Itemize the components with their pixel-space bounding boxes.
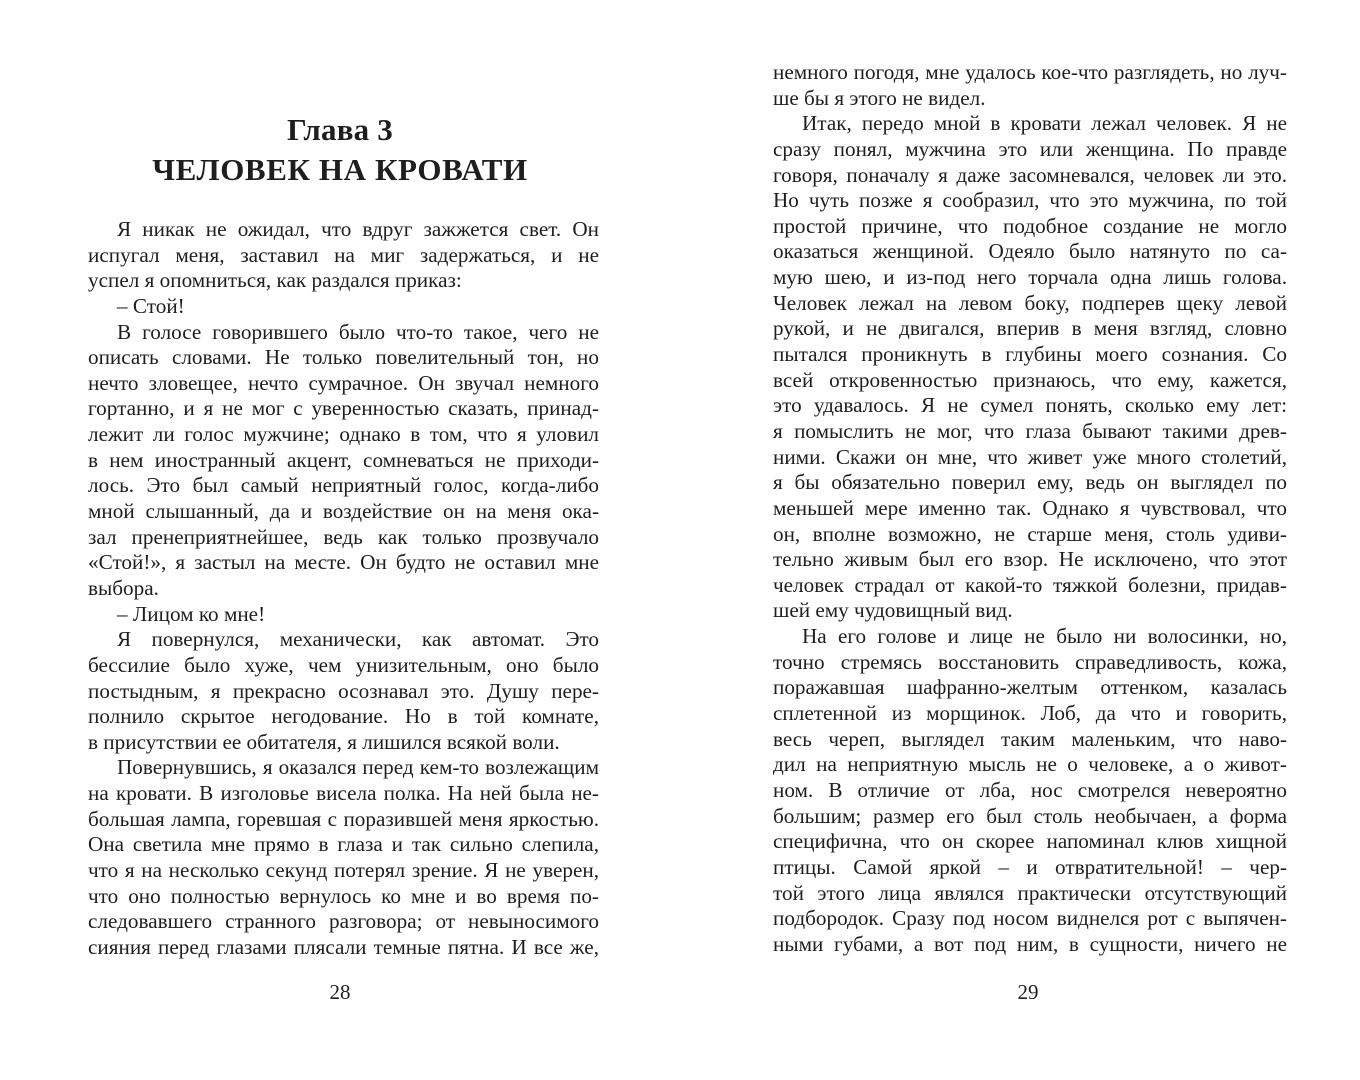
- text-line: Повернувшись, я оказался перед кем-то возлежащим: [117, 755, 599, 780]
- text-line: весь череп, выглядел таким маленьким, что наво-: [773, 726, 1287, 751]
- text-line: Итак, передо мной в кровати лежал человек. Я не: [802, 111, 1287, 136]
- text-line: сразу понял, мужчина это или женщина. По правде: [773, 136, 1287, 161]
- text-line: человек страдал от какой-то тяжкой болезни, придав-: [773, 572, 1287, 597]
- text-line: тельно живым был его взор. Не исключено, что этот: [773, 547, 1287, 572]
- text-line: я бы обязательно поверил ему, ведь он выглядел по: [773, 470, 1287, 495]
- text-line: простой причине, что подобное создание не могло: [773, 213, 1287, 238]
- text-line: мую шею, и из-под него торчала одна лишь голова.: [773, 265, 1287, 290]
- right-page: [680, 0, 1360, 1080]
- text-line: в нем иностранный акцент, сомневаться не приходи-: [88, 447, 599, 472]
- text-line: дил на неприятную мысль не о человеке, а о живот-: [773, 752, 1287, 777]
- text-line: птицы. Самой яркой – и отвратительной! – чер-: [773, 854, 1287, 879]
- text-line: зал пренеприятнейшее, ведь как только прозвучало: [88, 524, 599, 549]
- text-line: точно стремясь восстановить справедливость, кожа,: [773, 649, 1287, 674]
- text-line: Она светила мне прямо в глаза и так сильно слепила,: [88, 832, 599, 857]
- text-line: В голосе говорившего было что-то такое, чего не: [117, 319, 599, 344]
- text-line: Но чуть позже я сообразил, что это мужчина, по той: [773, 188, 1287, 213]
- text-line: рукой, и не двигался, вперив в меня взгляд, словно: [773, 316, 1287, 341]
- page-number-left: 28: [329, 980, 351, 1004]
- text-line: что я на несколько секунд потерял зрение. Я не уверен,: [88, 858, 599, 883]
- text-line: той этого лица являлся практически отсутствующий: [773, 880, 1287, 905]
- text-line: бессилие было хуже, чем унизительным, оно было: [88, 652, 599, 677]
- text-line: «Стой!», я застыл на месте. Он будто не оставил мне: [88, 550, 599, 575]
- text-line: сияния перед глазами плясали темные пятна. И все же,: [88, 934, 599, 959]
- text-line: – Стой!: [117, 293, 185, 318]
- text-line: говоря, поначалу я даже засомневался, человек ли это.: [773, 162, 1287, 187]
- text-line: ном. В отличие от лба, нос смотрелся невероятно: [773, 777, 1287, 802]
- text-line: большая лампа, горевшая с поразившей меня яркостью.: [88, 806, 599, 831]
- text-line: полнило скрытое негодование. Но в той комнате,: [88, 704, 599, 729]
- text-line: большим; размер его был столь необычаен, а форма: [773, 803, 1287, 828]
- text-line: описать словами. Не только повелительный тон, но: [88, 345, 599, 370]
- text-line: поражавшая шафранно-желтым оттенком, казалась: [773, 675, 1287, 700]
- text-line: постыдным, я прекрасно осознавал это. Душу пере-: [88, 678, 599, 703]
- text-line: он, вполне возможно, не старше меня, столь удиви-: [773, 521, 1287, 546]
- text-line: я помыслить не мог, что глаза бывают такими древ-: [773, 418, 1287, 443]
- text-line: шей ему чудовищный вид.: [773, 598, 1013, 623]
- text-line: Я никак не ожидал, что вдруг зажжется свет. Он: [117, 217, 599, 241]
- text-line: ше бы я этого не видел.: [773, 85, 986, 110]
- chapter-label: Глава 3: [286, 112, 393, 147]
- text-line: Я повернулся, механически, как автомат. Это: [117, 627, 599, 652]
- text-line: всей откровенностью признаюсь, что ему, кажется,: [773, 367, 1287, 392]
- text-line: ными губами, а вот под ним, в сущности, ничего не: [773, 931, 1287, 956]
- text-line: это удавалось. Я не сумел понять, сколько ему лет:: [773, 393, 1287, 418]
- text-line: на кровати. В изголовье висела полка. На ней была не-: [88, 781, 599, 806]
- text-line: немного погодя, мне удалось кое-что разглядеть, но луч-: [773, 60, 1287, 84]
- text-line: – Лицом ко мне!: [117, 601, 266, 626]
- text-line: лежит ли голос мужчине; однако в том, что я уловил: [88, 422, 599, 447]
- text-line: выбора.: [88, 575, 159, 600]
- text-line: Человек лежал на левом боку, подперев щеку левой: [773, 290, 1287, 315]
- text-line: ними. Скажи он мне, что живет уже много столетий,: [773, 444, 1287, 469]
- text-line: меньшей мере именно так. Однако я чувствовал, что: [773, 495, 1287, 520]
- text-line: нечто зловещее, нечто сумрачное. Он звучал немного: [88, 370, 599, 395]
- text-line: мной слышанный, да и воздействие он на меня ока-: [88, 499, 599, 524]
- left-text-column: [88, 217, 599, 961]
- text-line: лось. Это был самый неприятный голос, когда-либо: [88, 473, 599, 498]
- page-number-right: 29: [1017, 980, 1039, 1004]
- text-line: пытался проникнуть в глубины моего сознания. Со: [773, 342, 1287, 367]
- text-line: подбородок. Сразу под носом виднелся рот с выпячен-: [773, 906, 1287, 931]
- text-line: в присутствии ее обитателя, я лишился всякой воли.: [88, 729, 560, 754]
- chapter-title: ЧЕЛОВЕК НА КРОВАТИ: [152, 152, 528, 187]
- text-line: оказаться женщиной. Одеяло было натянуто по са-: [773, 239, 1287, 264]
- text-line: гортанно, и я не мог с уверенностью сказать, принад-: [88, 396, 599, 421]
- text-line: следовавшего странного разговора; от невыносимого: [88, 909, 599, 934]
- text-line: сплетенной из морщинок. Лоб, да что и говорить,: [773, 701, 1287, 726]
- text-line: специфична, что он скорее напоминал клюв хищной: [773, 829, 1287, 854]
- text-line: На его голове и лице не было ни волосинки, но,: [802, 624, 1287, 649]
- text-line: что оно полностью вернулось ко мне и во время по-: [88, 883, 599, 908]
- text-line: испугал меня, заставил на миг задержаться, и не: [88, 242, 599, 267]
- text-line: успел я опомниться, как раздался приказ:: [88, 268, 462, 293]
- right-text-column: [773, 60, 1287, 957]
